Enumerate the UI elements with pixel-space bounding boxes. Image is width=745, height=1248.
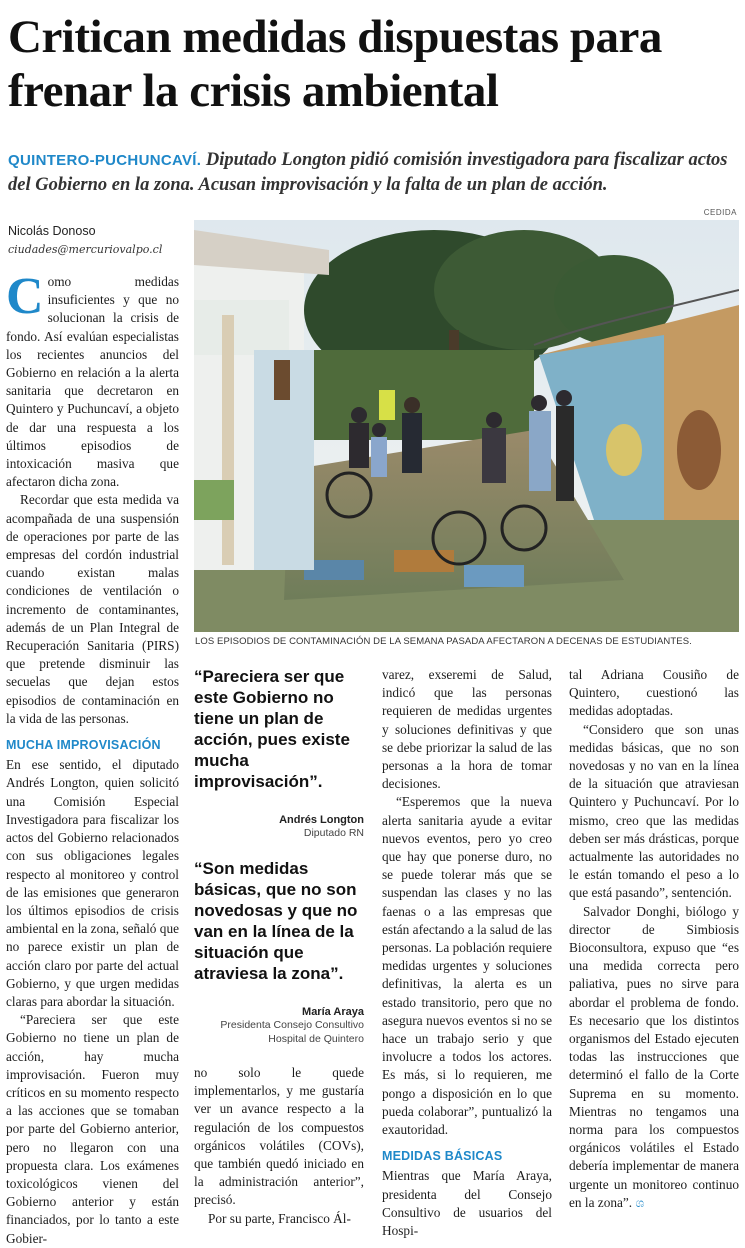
column-4 xyxy=(569,666,739,1212)
col4-paragraph-2: “Considero que son unas medidas básicas, que no son novedosas y no van en la línea de la situación que atraviesan Quintero y Puchuncaví. Por lo mismo, creo que las medidas deben ser más drásticas, porque actualmente las autoridades no le están tomando el peso a lo que está pasando”, sentención. xyxy=(569,721,739,901)
pull-quote-2-role-line-1: Presidenta Consejo Consultivo xyxy=(220,1019,364,1031)
col4-p3-text: Salvador Donghi, biólogo y director de Simbiosis Bioconsultora, expuso que “es una medida correcta pero paliativa, pues no sirve para abordar el problema de fondo. Es necesario que los distintos organismos del Estado ejecuten todas las instrucciones que determinó el fallo de la Corte Suprema en su momento. Mientras no tengamos una norma para los compuestos orgánicos volátiles el Estado debería implementar de manera urgente un monitoreo continuo en la zona”. xyxy=(569,903,739,1210)
column-2-text xyxy=(194,1064,364,1228)
photo-caption: LOS EPISODIOS DE CONTAMINACIÓN DE LA SEMANA PASADA AFECTARON A DECENAS DE ESTUDIANTES. xyxy=(195,636,692,647)
column-2 xyxy=(194,666,364,1228)
col4-paragraph-3 xyxy=(569,903,739,1212)
pull-quote-2-name: María Araya xyxy=(302,1006,364,1018)
author-name: Nicolás Donoso xyxy=(8,224,96,238)
pull-quote-2-role-line-2: Hospital de Quintero xyxy=(268,1033,364,1045)
deck-location: QUINTERO-PUCHUNCAVÍ. xyxy=(8,152,202,169)
photo-credit: CEDIDA xyxy=(703,208,737,217)
pull-quote-1-role: Diputado RN xyxy=(303,827,364,839)
author-email: ciudades@mercuriovalpo.cl xyxy=(8,243,163,256)
deck-text: Diputado Longton pidió comisión investigadora para fiscalizar actos del Gobierno en la zona. Acusan improvisación y la falta de un plan de acción. xyxy=(8,150,728,195)
col3-paragraph-3: Mientras que María Araya, presidenta del Consejo Consultivo de usuarios del Hospi- xyxy=(382,1168,552,1239)
col4-paragraph-1: tal Adriana Cousiño de Quintero, cuestionó las medidas adoptadas. xyxy=(569,667,739,719)
dropcap: C xyxy=(6,268,44,325)
col3-paragraph-2: “Esperemos que la nueva alerta sanitaria ayude a evitar nuevos eventos, pero yo creo que hay que ponerse duro, no se puede tolerar más que se suspendan las clases y no las faenas o a las empresas que están afectando a la salud de las personas. La población requiere medidas urgentes y soluciones definitivas, la alerta es un estado transitorio, pero que no asegura nuevos eventos si no se hace un trabajo serio y que involucre a todos los actores. Es más, si lo requieren, me pongo a disposición en lo que pueda colaborar”, puntualizó la exautoridad. xyxy=(382,794,552,1138)
column-3 xyxy=(382,666,552,1240)
pull-quote-1: “Pareciera ser que este Gobierno no tiene un plan de acción, pues existe mucha improvisación”. xyxy=(194,667,350,791)
column-1 xyxy=(6,268,179,1248)
subhead-medidas-basicas: MEDIDAS BÁSICAS xyxy=(382,1149,503,1164)
col1-paragraph-1 xyxy=(6,268,179,491)
col1-paragraph-4: “Pareciera ser que este Gobierno no tiene un plan de acción, hay mucha improvisación. Fueron muy críticos en su momento respecto a las acciones que se tomaban por parte del Gobierno anterior, pero no llegaron con una propuesta clara. Los exámenes toxicológicos vienen del Gobierno anterior y están financiados, por lo tanto a este Gobier- xyxy=(6,1012,179,1246)
end-mark-icon: ශ xyxy=(635,1195,645,1210)
col1-paragraph-2: Recordar que esta medida va acompañada de una suspensión de operaciones por parte de las empresas del cordón industrial cuando existan malas condiciones de ventilación o incremento de contaminantes, además de un Plan Integral de Recuperación Sanitaria (PIRS) que pretende disminuir las secuelas que dejan estos episodios de contaminación en la vida de las personas. xyxy=(6,492,179,726)
pull-quote-1-name: Andrés Longton xyxy=(279,814,364,826)
col1-p1-text: omo medidas insuficientes y que no solucionan la crisis de fondo. Así evalúan especialistas los recientes anuncios del Gobierno en relación a la alerta sanitaria que decretaron en Quintero y Puchuncaví, a objeto de dar una respuesta a los últimos episodios de intoxicación masiva que afectaron dicha zona. xyxy=(6,274,179,490)
pull-quote-2: “Son medidas básicas, que no son novedosas y que no van en la línea de la situación que atraviesa la zona”. xyxy=(194,859,358,983)
subhead-mucha-improvisacion: MUCHA IMPROVISACIÓN xyxy=(6,738,161,753)
deck xyxy=(8,148,738,198)
headline: Critican medidas dispuestas para frenar la crisis ambiental xyxy=(8,11,662,117)
col1-paragraph-3: En ese sentido, el diputado Andrés Longton, quien solicitó una Comisión Especial Investigadora para fiscalizar los actos del Gobierno relacionados con sus obligaciones legales respecto al monitoreo y control de las emisiones que generaron los últimos episodios de crisis ambiental en la zona, señaló que no parece existir un plan de acción claro por parte del actual Gobierno, y que urgen medidas claras para abordar la situación. xyxy=(6,757,179,1009)
col3-paragraph-1: varez, exseremi de Salud, indicó que las personas requieren de medidas urgentes y soluciones definitivas y que se debe priorizar la salud de las personas a la hora de tomar decisiones. xyxy=(382,667,552,792)
col2-paragraph-1: no solo le quede implementarlos, y me gustaría ver un avance respecto a la regulación de los compuestos orgánicos volátiles (COVs), que también quedó iniciado en la administración anterior”, precisó. xyxy=(194,1065,364,1208)
article-photo xyxy=(194,220,739,632)
photo-illustration xyxy=(194,220,739,632)
col2-paragraph-2: Por su parte, Francisco Ál- xyxy=(208,1210,351,1226)
